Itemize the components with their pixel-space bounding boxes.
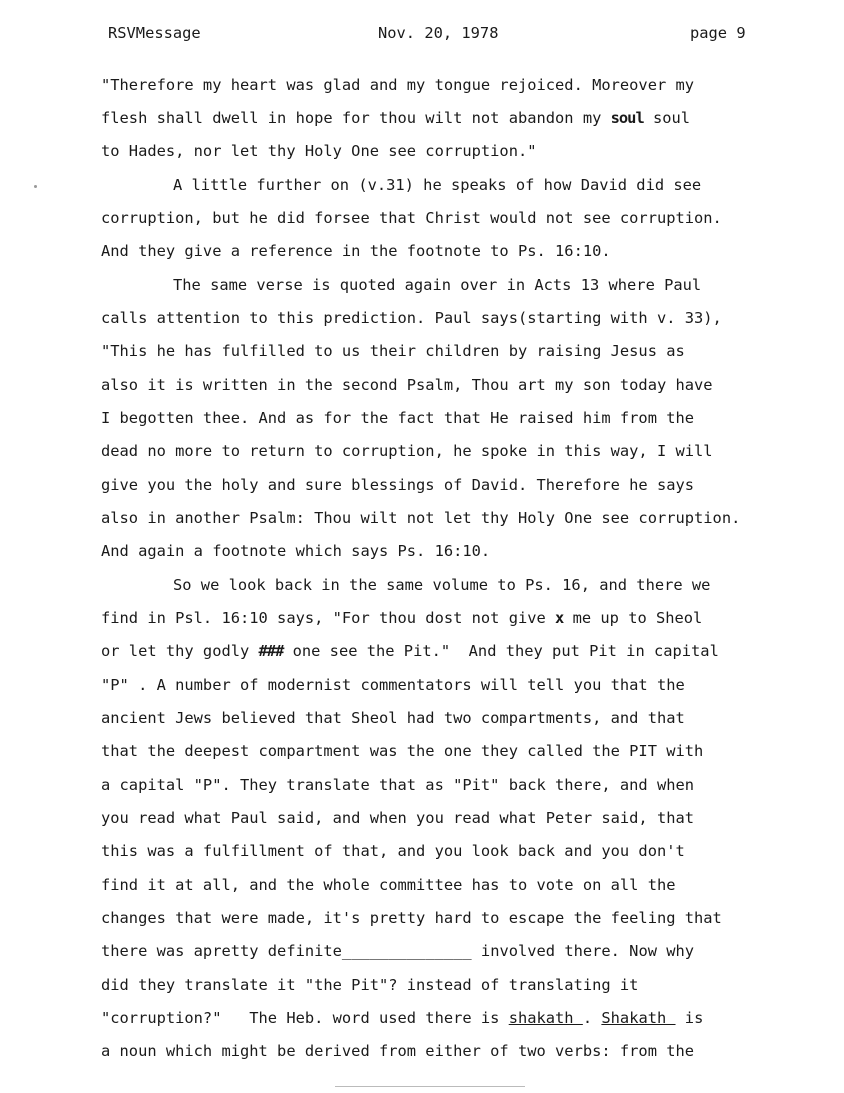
underlined-word: Shakath bbox=[601, 1009, 676, 1027]
paragraph-start: The same verse is quoted again over in Acts 13 where Paul bbox=[173, 276, 702, 294]
underlined-word: shakath bbox=[508, 1009, 583, 1027]
text-line: dead no more to return to corruption, he spoke in this way, I will bbox=[101, 442, 713, 460]
text-line: changes that were made, it's pretty hard to escape the feeling that bbox=[101, 909, 722, 927]
text-line: you read what Paul said, and when you read what Peter said, that bbox=[101, 809, 695, 827]
text-line: I begotten thee. And as for the fact that He raised him from the bbox=[101, 409, 695, 427]
text-line: a capital "P". They translate that as "Pit" back there, and when bbox=[101, 776, 695, 794]
text-line: corruption, but he did forsee that Christ would not see corruption. bbox=[101, 209, 722, 227]
text-line: did they translate it "the Pit"? instead of translating it bbox=[101, 976, 639, 994]
header-title: RSVMessage bbox=[108, 24, 201, 42]
text-line: And they give a reference in the footnote to Ps. 16:10. bbox=[101, 242, 611, 260]
text-line: also in another Psalm: Thou wilt not let thy Holy One see corruption. bbox=[101, 509, 741, 527]
text-line: give you the holy and sure blessings of David. Therefore he says bbox=[101, 476, 695, 494]
blank-line: ______________ bbox=[341, 942, 472, 960]
struck-word: soul bbox=[610, 109, 644, 127]
text-line: ancient Jews believed that Sheol had two compartments, and that bbox=[101, 709, 685, 727]
text-line: "This he has fulfilled to us their children by raising Jesus as bbox=[101, 342, 685, 360]
text-line: flesh shall dwell in hope for thou wilt not abandon my soul soul bbox=[101, 109, 691, 127]
text-line: this was a fulfillment of that, and you look back and you don't bbox=[101, 842, 685, 860]
text-line: And again a footnote which says Ps. 16:10. bbox=[101, 542, 491, 560]
scan-edge-mark bbox=[335, 1086, 525, 1087]
paragraph-start: A little further on (v.31) he speaks of how David did see bbox=[173, 176, 702, 194]
text-line: also it is written in the second Psalm, Thou art my son today have bbox=[101, 376, 713, 394]
margin-smudge bbox=[34, 185, 37, 188]
text-line: find in Psl. 16:10 says, "For thou dost not give x me up to Sheol bbox=[101, 609, 703, 627]
header-page-number: page 9 bbox=[690, 24, 746, 42]
text-line: that the deepest compartment was the one they called the PIT with bbox=[101, 742, 704, 760]
struck-word: ### bbox=[258, 642, 284, 660]
text-line: there was apretty definite______________ involved there. Now why bbox=[101, 942, 695, 960]
text-line: "P" . A number of modernist commentators will tell you that the bbox=[101, 676, 685, 694]
header-date: Nov. 20, 1978 bbox=[378, 24, 499, 42]
text-line: "Therefore my heart was glad and my tongue rejoiced. Moreover my bbox=[101, 76, 695, 94]
text-line: a noun which might be derived from either of two verbs: from the bbox=[101, 1042, 695, 1060]
text-line: "corruption?" The Heb. word used there is shakath . Shakath is bbox=[101, 1009, 704, 1027]
text-line: to Hades, nor let thy Holy One see corruption." bbox=[101, 142, 537, 160]
text-line: or let thy godly ### one see the Pit." And they put Pit in capital bbox=[101, 642, 719, 660]
struck-char: x bbox=[555, 609, 564, 627]
text-line: calls attention to this prediction. Paul says(starting with v. 33), bbox=[101, 309, 722, 327]
paragraph-start: So we look back in the same volume to Ps. 16, and there we bbox=[173, 576, 711, 594]
text-line: find it at all, and the whole committee has to vote on all the bbox=[101, 876, 676, 894]
